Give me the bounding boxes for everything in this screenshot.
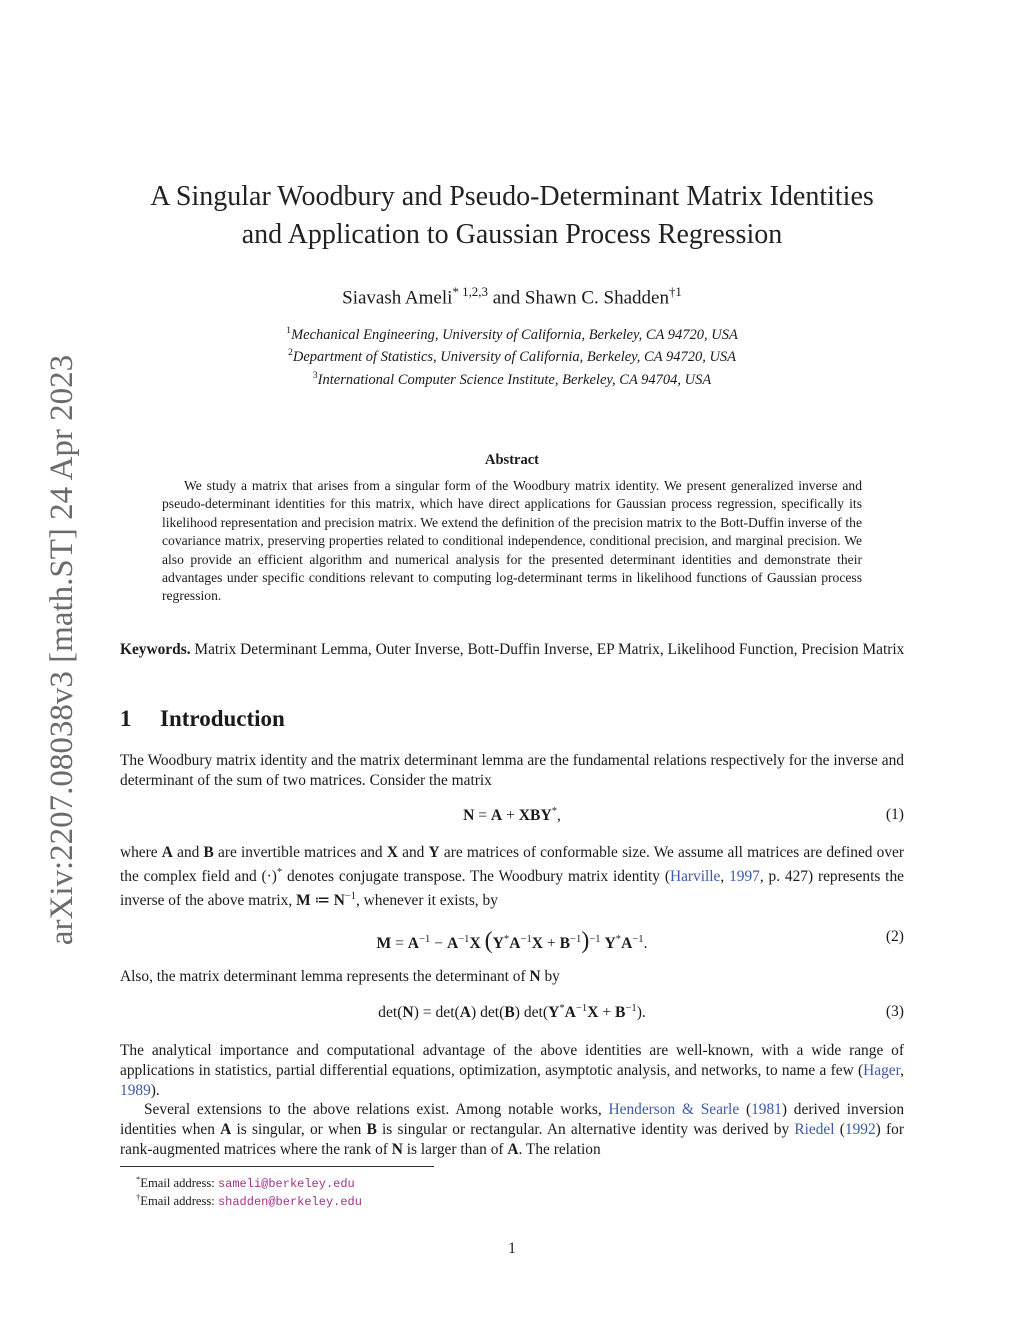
citation-harville-year[interactable]: 1997 (729, 868, 760, 886)
affiliation-2: $^2$Department of Statistics, University of California, Berkeley, CA 94720, USA (287, 347, 737, 366)
paper-page: arXiv:2207.08038v3 [math.ST] 24 Apr 2023 A Singular Woodbury and Pseudo-Determinant Matrix Identities and Application to Gaussian Process Regression Siavash Ameli$^{* 1,2,3}$ and Shawn C. Shadden$^{\dagger 1}$ $^1$Mechanical Engineering, University of California, Berkeley, CA 94720, USA $^2$Department of Statistics, University of California, Berkeley, CA 94720, USA $^3$International Computer Science Institute, Berkeley, CA 94704, USA Abstract We study a matrix that arises from a singular form of the Woodbury matrix identity. We present generalized inverse and pseudo-determinant identities for this matrix, which have direct applications for Gaussian process regression, specifically its likelihood representation and precision matrix. We extend the definition of the precision matrix to the Bott-Duffin inverse of the covariance matrix, preserving properties related to conditional independence, conditional precision, and marginal precision. We also provide an efficient algorithm and numerical analysis for the presented determinant identities and demonstrate their advantages under specific conditions relevant to computing log-determinant terms in likelihood functions of Gaussian process regression. Keywords. Matrix Determinant Lemma, Outer Inverse, Bott-Duffin Inverse, EP Matrix, Likelihood Function, Precision Matrix 1 Introduction The Woodbury matrix identity and the matrix determinant lemma are the fundamental relations respectively for the inverse and determinant of the sum of two matrices. Consider the matrix N = A + XBY*, (1) where A and B are invertible matrices and X and Y are matrices of conformable size. We assume all matrices are defined over the complex field and (·)* denotes conjugate transpose. The Woodbury matrix identity (Harville, 1997, p. 427) represents the inverse of the above matrix, M ≔ $N^{-1}$, whenever it exists, by $M = A^{-1} - A^{-1}X$ $(Y^*A^{-1}X + B^{-1})^{-1}$ $Y^*A^{-1}$. (2) Also, the matrix determinant lemma represents the determinant of N by det(N) = det(A) det(B) $\det(Y^*A^{-1}X + B^{-1})$. (3) The analytical importance and computational advantage of the above identities are well-known, with a wide range of applications in statistics, partial differential equations, optimization, asymptotic analysis, and networks, to name a few (Hager, 1989). Several extensions to the above relations exist. Among notable works, Henderson & Searle (1981) derived inversion identities when A is singular, or when B is singular or rectangular. An alternative identity was derived by Riedel (1992) for rank-augmented matrices where the rank of N is larger than of A. The relation *Email address: sameli@berkeley.edu †Email address: shadden@berkeley.edu 1 (0, 0, 1024, 1325)
abstract-heading: Abstract (485, 452, 539, 468)
affiliation-1: $^1$Mechanical Engineering, University of California, Berkeley, CA 94720, USA (286, 325, 738, 343)
citation-riedel-year[interactable]: 1992 (844, 1121, 876, 1138)
footnote-2: †Email address: shadden@berkeley.edu (136, 1192, 362, 1210)
keywords-list: Matrix Determinant Lemma, Outer Inverse, Bott-Duffin Inverse, EP Matrix, Likelihood Function, Precision Matrix (194, 641, 905, 658)
author-1: Siavash Ameli (342, 287, 453, 309)
equation-2-number: (2) (885, 928, 904, 945)
citation-harville[interactable]: Harville (669, 868, 721, 886)
paragraph-2: where A and B are invertible matrices and X and Y are matrices of conformable size. We assume all matrices are defined over the complex field and (·)* denotes conjugate transpose. The Woodbury matrix identity (Harville, 1997, p. 427) represents the inverse of the above matrix, M ≔ $N^{-1}$, whenever it exists, by (120, 844, 905, 910)
author-1-marks: * 1,2,3 (452, 284, 488, 299)
authors (110, 284, 914, 309)
paragraph-1: The Woodbury matrix identity and the matrix determinant lemma are the fundamental relations respectively for the inverse and determinant of the sum of two matrices. Consider the matrix (120, 752, 904, 789)
paragraph-3: Also, the matrix determinant lemma represents the determinant of N by (120, 968, 560, 985)
authors-and: and (492, 287, 521, 309)
keywords-label: Keywords. (120, 641, 191, 658)
citation-riedel[interactable]: Riedel (794, 1121, 835, 1138)
email-link-1[interactable]: sameli@berkeley.edu (217, 1177, 355, 1192)
abstract-body: We study a matrix that arises from a singular form of the Woodbury matrix identity. We present generalized inverse and pseudo-determinant identities for this matrix, which have direct applications for Gaussian process regression, specifically its likelihood representation and precision matrix. We extend the definition of the precision matrix to the Bott-Duffin inverse of the covariance matrix, preserving properties related to conditional independence, conditional precision, and marginal precision. We also provide an efficient algorithm and numerical analysis for the presented determinant identities and demonstrate their advantages under specific conditions relevant to computing log-determinant terms in likelihood functions of Gaussian process regression. (162, 478, 862, 604)
keywords (120, 640, 906, 660)
paper-title (110, 178, 914, 254)
email-link-2[interactable]: shadden@berkeley.edu (217, 1195, 362, 1210)
author-2: Shawn C. Shadden (524, 287, 669, 309)
section-heading (120, 706, 285, 732)
section-title: Introduction (160, 706, 285, 731)
affiliations (110, 322, 914, 389)
citation-henderson-searle[interactable]: Henderson & Searle (608, 1101, 740, 1118)
footnote-rule (120, 1166, 434, 1167)
author-2-marks: †1 (668, 284, 682, 299)
arxiv-watermark: arXiv:2207.08038v3 [math.ST] 24 Apr 2023 (44, 354, 80, 946)
title-line-1: A Singular Woodbury and Pseudo-Determinant Matrix Identities (150, 181, 874, 212)
affiliation-3: $^3$International Computer Science Institute, Berkeley, CA 94704, USA (312, 369, 712, 388)
citation-hager-year[interactable]: 1989 (120, 1082, 151, 1099)
paragraph-5: Several extensions to the above relations exist. Among notable works, Henderson & Searle (1981) derived inversion identities when A is singular, or when B is singular or rectangular. An alternative identity was derived by Riedel (1992) for rank-augmented matrices where the rank of N is larger than of A. The relation (120, 1101, 905, 1158)
title-line-2: and Application to Gaussian Process Regression (241, 219, 783, 250)
equation-3-number: (3) (885, 1003, 904, 1020)
paragraph-4: The analytical importance and computational advantage of the above identities are well-known, with a wide range of applications in statistics, partial differential equations, optimization, asymptotic analysis, and networks, to name a few (Hager, 1989). (120, 1042, 904, 1099)
section-number: 1 (120, 706, 132, 731)
page-number: 1 (508, 1240, 516, 1257)
footnote-1: *Email address: sameli@berkeley.edu (136, 1174, 355, 1192)
citation-hager[interactable]: Hager (863, 1062, 901, 1079)
equation-1-number: (1) (885, 806, 904, 823)
citation-henderson-searle-year[interactable]: 1981 (751, 1101, 782, 1118)
